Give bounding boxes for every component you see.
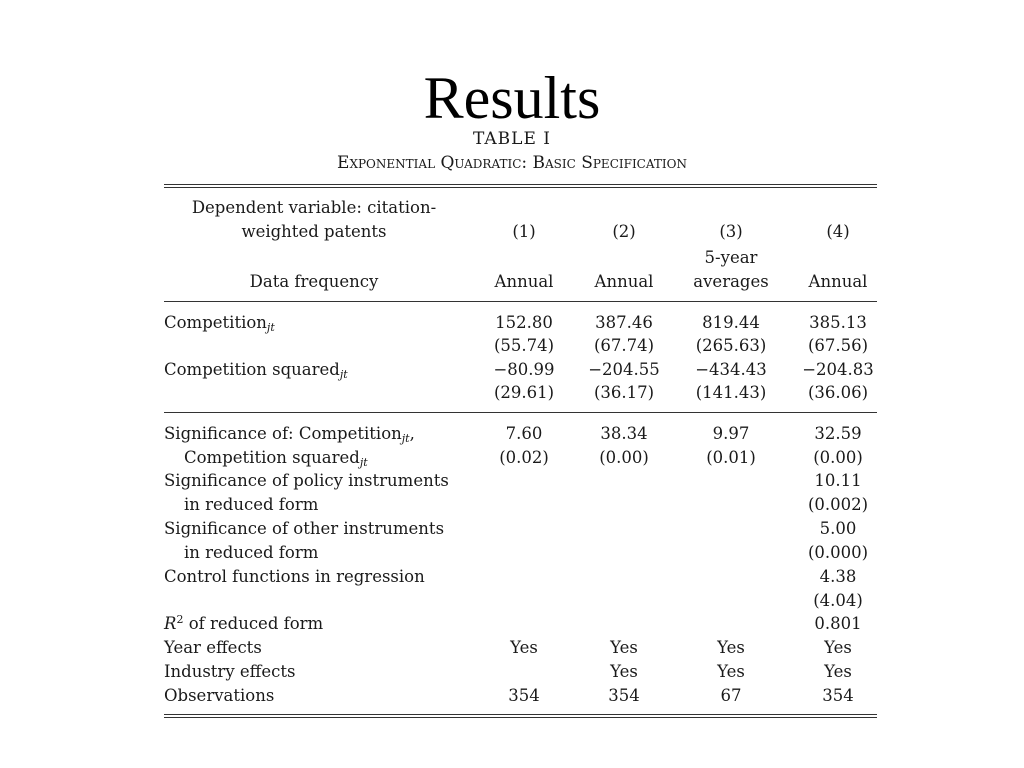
slide-title: Results [423, 65, 601, 131]
year-effects-4: Yes [824, 638, 852, 657]
competition-squared-value-1: −80.99 [493, 360, 555, 379]
control-functions-value: 4.38 [819, 567, 857, 586]
significance-competition-label-line2: Competition squared$_{jt}$ [184, 448, 368, 469]
competition-squared-se-3: (141.43) [695, 383, 767, 402]
frequency-1: Annual [494, 272, 554, 291]
table-caption: Exponential Quadratic: Basic Specification [337, 153, 687, 173]
top-rule-1 [164, 184, 877, 185]
competition-squared-label: Competition squared$_{jt}$ [164, 360, 348, 381]
significance-pval-4: (0.00) [813, 448, 863, 467]
significance-value-2: 38.34 [600, 424, 648, 443]
frequency-3: averages [693, 272, 769, 291]
dependent-variable-label-line2: weighted patents [241, 222, 387, 241]
competition-value-3: 819.44 [702, 313, 760, 332]
sig-other-label: Significance of other instruments [164, 519, 445, 538]
sig-other-pval: (0.000) [807, 543, 869, 562]
significance-pval-3: (0.01) [706, 448, 756, 467]
column-header-4: (4) [826, 222, 850, 241]
competition-value-1: 152.80 [495, 313, 553, 332]
control-functions-label: Control functions in regression [164, 567, 425, 586]
significance-value-3: 9.97 [712, 424, 750, 443]
observations-3: 67 [720, 686, 742, 705]
bottom-rule-2 [164, 717, 877, 718]
observations-label: Observations [164, 686, 275, 705]
significance-pval-1: (0.02) [499, 448, 549, 467]
competition-value-4: 385.13 [809, 313, 867, 332]
industry-effects-4: Yes [824, 662, 852, 681]
year-effects-label: Year effects [164, 638, 262, 657]
significance-value-1: 7.60 [505, 424, 543, 443]
competition-squared-se-4: (36.06) [807, 383, 869, 402]
industry-effects-3: Yes [717, 662, 745, 681]
competition-squared-se-1: (29.61) [493, 383, 555, 402]
industry-effects-label: Industry effects [164, 662, 296, 681]
data-frequency-label: Data frequency [249, 272, 379, 291]
sig-policy-label: Significance of policy instruments [164, 471, 449, 490]
year-effects-3: Yes [717, 638, 745, 657]
competition-se-3: (265.63) [695, 336, 767, 355]
sig-policy-label-line2: in reduced form [184, 495, 319, 514]
col3-frequency-line1: 5-year [704, 248, 758, 267]
sig-other-value: 5.00 [819, 519, 857, 538]
competition-label: Competition$_{jt}$ [164, 313, 275, 334]
sig-other-label-line2: in reduced form [184, 543, 319, 562]
dependent-variable-label: Dependent variable: citation- [191, 198, 437, 217]
competition-squared-value-4: −204.83 [802, 360, 874, 379]
competition-se-2: (67.74) [593, 336, 655, 355]
year-effects-1: Yes [510, 638, 538, 657]
competition-se-4: (67.56) [807, 336, 869, 355]
observations-4: 354 [822, 686, 854, 705]
r-squared-value: 0.801 [814, 614, 862, 633]
observations-2: 354 [608, 686, 640, 705]
mid-rule [164, 412, 877, 413]
competition-squared-value-2: −204.55 [588, 360, 660, 379]
header-rule [164, 301, 877, 302]
sig-policy-value: 10.11 [814, 471, 862, 490]
bottom-rule-1 [164, 714, 877, 715]
column-header-2: (2) [612, 222, 636, 241]
column-header-1: (1) [512, 222, 536, 241]
observations-1: 354 [508, 686, 540, 705]
control-functions-se: (4.04) [813, 591, 863, 610]
industry-effects-2: Yes [610, 662, 638, 681]
sig-policy-pval: (0.002) [807, 495, 869, 514]
table-label: TABLE I [473, 129, 551, 149]
competition-se-1: (55.74) [493, 336, 555, 355]
frequency-4: Annual [808, 272, 868, 291]
competition-squared-se-2: (36.17) [593, 383, 655, 402]
frequency-2: Annual [594, 272, 654, 291]
significance-value-4: 32.59 [814, 424, 862, 443]
year-effects-2: Yes [610, 638, 638, 657]
top-rule-2 [164, 187, 877, 188]
significance-pval-2: (0.00) [599, 448, 649, 467]
competition-value-2: 387.46 [595, 313, 653, 332]
competition-squared-value-3: −434.43 [695, 360, 767, 379]
significance-competition-label: Significance of: Competition$_{jt}$, [164, 424, 415, 445]
r-squared-label: $R^2$ of reduced form [164, 613, 324, 633]
column-header-3: (3) [719, 222, 743, 241]
